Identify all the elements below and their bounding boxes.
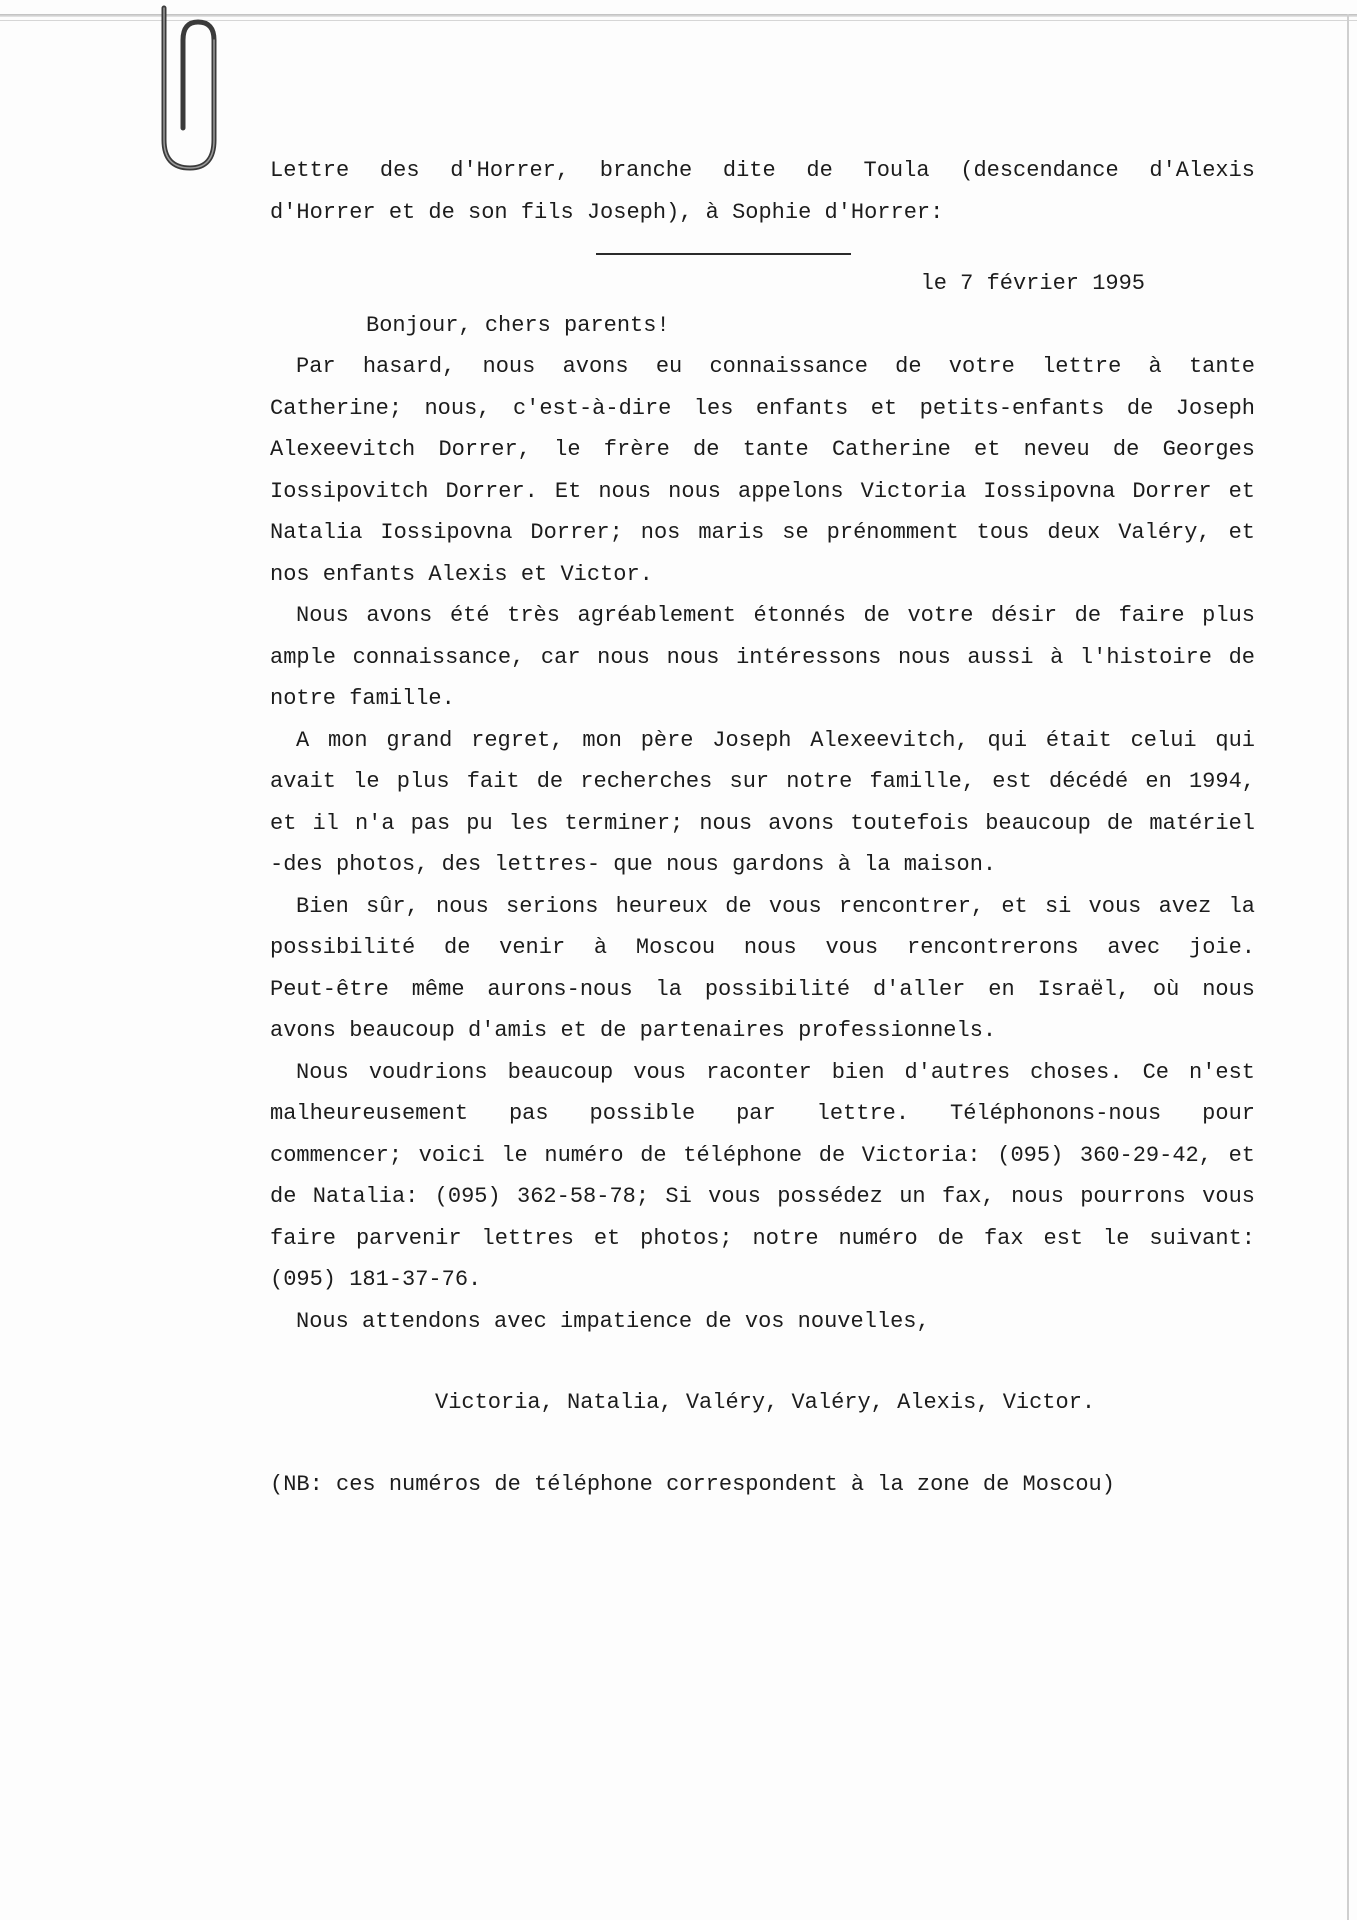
signature: Victoria, Natalia, Valéry, Valéry, Alexis, Victor. xyxy=(435,1390,1096,1415)
paper-right-edge xyxy=(1347,14,1349,1920)
paragraph-line: Iossipovitch Dorrer. Et nous nous appelons Victoria Iossipovna Dorrer et xyxy=(270,478,1255,504)
paragraph-line: Catherine; nous, c'est-à-dire les enfants et petits-enfants de Joseph xyxy=(270,395,1255,421)
paragraph-line: de Natalia: (095) 362-58-78; Si vous possédez un fax, nous pourrons vous xyxy=(270,1184,1255,1209)
paragraph-line: et il n'a pas pu les terminer; nous avons toutefois beaucoup de matériel xyxy=(270,810,1255,836)
paragraph-last-line: notre famille. xyxy=(270,686,455,711)
paragraph xyxy=(270,346,1255,595)
paragraph xyxy=(270,720,1255,886)
paragraph-line: Nous avons été très agréablement étonnés de votre désir de faire plus xyxy=(296,603,1255,628)
paragraph-line: A mon grand regret, mon père Joseph Alexeevitch, qui était celui qui xyxy=(296,727,1255,753)
letter-date: le 7 février 1995 xyxy=(920,271,1145,296)
paragraph-line: faire parvenir lettres et photos; notre numéro de fax est le suivant: xyxy=(270,1225,1255,1251)
paragraph xyxy=(270,595,1255,720)
paragraph-line: Peut-être même aurons-nous la possibilité d'aller en Israël, où nous xyxy=(270,976,1255,1002)
header-line-2: d'Horrer et de son fils Joseph), à Sophie d'Horrer: xyxy=(270,199,944,225)
paragraph xyxy=(270,1052,1255,1301)
paragraph-line: Alexeevitch Dorrer, le frère de tante Catherine et neveu de Georges xyxy=(270,437,1255,462)
paragraph-line: Par hasard, nous avons eu connaissance de votre lettre à tante xyxy=(296,354,1255,379)
paragraph-line: avait le plus fait de recherches sur notre famille, est décédé en 1994, xyxy=(270,769,1255,794)
paragraph-line: commencer; voici le numéro de téléphone de Victoria: (095) 360-29-42, et xyxy=(270,1142,1255,1168)
paragraph-last-line: nos enfants Alexis et Victor. xyxy=(270,561,653,587)
header-line-1: Lettre des d'Horrer, branche dite de Toula (descendance d'Alexis xyxy=(270,158,1255,183)
paragraph-line: malheureusement pas possible par lettre. Téléphonons-nous pour xyxy=(270,1101,1255,1126)
paragraphs-container xyxy=(270,346,1255,1301)
closing-line: Nous attendons avec impatience de vos nouvelles, xyxy=(296,1308,930,1334)
footnote: (NB: ces numéros de téléphone correspondent à la zone de Moscou) xyxy=(270,1471,1115,1497)
greeting: Bonjour, chers parents! xyxy=(366,312,670,338)
separator-rule xyxy=(596,253,851,255)
paragraph-last-line: (095) 181-37-76. xyxy=(270,1267,482,1292)
paragraph xyxy=(270,886,1255,1052)
paragraph-line: ample connaissance, car nous nous intéressons nous aussi à l'histoire de xyxy=(270,644,1255,670)
paragraph-line: Natalia Iossipovna Dorrer; nos maris se prénomment tous deux Valéry, et xyxy=(270,520,1255,545)
paragraph-line: possibilité de venir à Moscou nous vous rencontrerons avec joie. xyxy=(270,935,1255,960)
paperclip-icon xyxy=(150,0,230,180)
paragraph-line: Nous voudrions beaucoup vous raconter bien d'autres choses. Ce n'est xyxy=(296,1059,1255,1085)
paragraph-last-line: avons beaucoup d'amis et de partenaires professionnels. xyxy=(270,1018,997,1043)
letter-body xyxy=(270,150,1255,1505)
paragraph-line: Bien sûr, nous serions heureux de vous rencontrer, et si vous avez la xyxy=(296,893,1255,919)
paragraph-last-line: -des photos, des lettres- que nous gardons à la maison. xyxy=(270,852,997,877)
